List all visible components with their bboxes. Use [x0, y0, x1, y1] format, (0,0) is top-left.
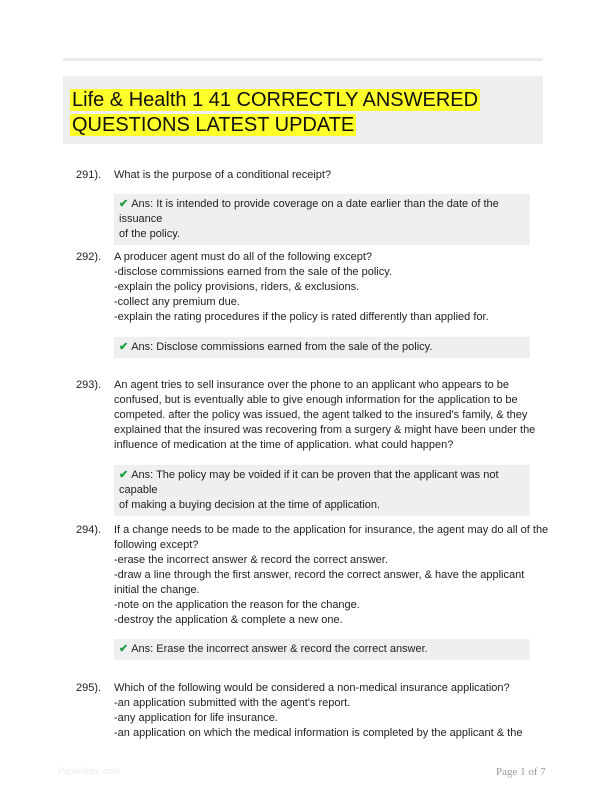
question-line: influence of medication at the time of application. what could happen?: [114, 439, 454, 451]
question-line: -explain the rating procedures if the policy is rated differently than applied for.: [114, 311, 489, 323]
question-line: -any application for life insurance.: [114, 712, 278, 724]
question-line: following except?: [114, 539, 199, 551]
question-text: [114, 378, 539, 453]
top-divider: [63, 58, 543, 61]
question-line: competed. after the policy was issued, the agent talked to the insured's family, & they: [114, 409, 528, 421]
answer-box: [114, 465, 530, 516]
question-line: -draw a line through the first answer, record the correct answer, & have the applicant: [114, 569, 525, 581]
question-text: [114, 168, 539, 183]
question-line: -collect any premium due.: [114, 296, 240, 308]
checkmark-icon: ✔: [119, 643, 129, 655]
checkmark-icon: ✔: [119, 198, 129, 210]
answer-line: of making a buying decision at the time of application.: [119, 499, 381, 511]
answer-line: Ans: The policy may be voided if it can be proven that the applicant was not capable: [119, 469, 499, 496]
question-line: initial the change.: [114, 584, 200, 596]
question-line: -explain the policy provisions, riders, & exclusions.: [114, 281, 360, 293]
question-line: -disclose commissions earned from the sale of the policy.: [114, 266, 392, 278]
question-text: [114, 250, 539, 325]
question-line: An agent tries to sell insurance over the phone to an applicant who appears to be: [114, 379, 510, 391]
document-title: [70, 88, 540, 138]
answer-line: of the policy.: [119, 228, 180, 240]
question-line: If a change needs to be made to the application for insurance, the agent may do all of the: [114, 524, 549, 536]
question-number: 293).: [76, 379, 102, 391]
answer-line: Ans: It is intended to provide coverage on a date earlier than the date of the issuance: [119, 198, 499, 225]
question-line: -an application submitted with the agent's report.: [114, 697, 351, 709]
answer-line: Ans: Erase the incorrect answer & record the correct answer.: [131, 643, 428, 655]
question-line: Which of the following would be considered a non-medical insurance application?: [114, 682, 510, 694]
question-line: What is the purpose of a conditional receipt?: [114, 169, 332, 181]
document-title-text: Life & Health 1 41 CORRECTLY ANSWERED QUESTIONS LATEST UPDATE: [72, 89, 479, 136]
answer-box: [114, 337, 530, 358]
question-line: explained that the insured was recovering from a surgery & might have been under the: [114, 424, 536, 436]
question-line: -an application on which the medical information is completed by the applicant & the: [114, 727, 523, 739]
question-line: A producer agent must do all of the following except?: [114, 251, 373, 263]
footer-watermark: Paperlibtic.com: [58, 766, 120, 776]
question-number: 292).: [76, 251, 102, 263]
question-number: 294).: [76, 524, 102, 536]
question-line: -destroy the application & complete a new one.: [114, 614, 343, 626]
checkmark-icon: ✔: [119, 469, 129, 481]
question-text: [114, 523, 549, 628]
answer-box: [114, 194, 530, 245]
question-line: -erase the incorrect answer & record the correct answer.: [114, 554, 388, 566]
question-number: 291).: [76, 169, 102, 181]
question-number: 295).: [76, 682, 102, 694]
page-indicator: Page 1 of 7: [496, 766, 546, 778]
question-line: -note on the application the reason for the change.: [114, 599, 360, 611]
answer-line: Ans: Disclose commissions earned from the sale of the policy.: [131, 341, 433, 353]
checkmark-icon: ✔: [119, 341, 129, 353]
answer-box: [114, 639, 530, 660]
question-text: [114, 681, 539, 741]
question-line: confused, but is eventually able to give enough information for the application to be: [114, 394, 518, 406]
